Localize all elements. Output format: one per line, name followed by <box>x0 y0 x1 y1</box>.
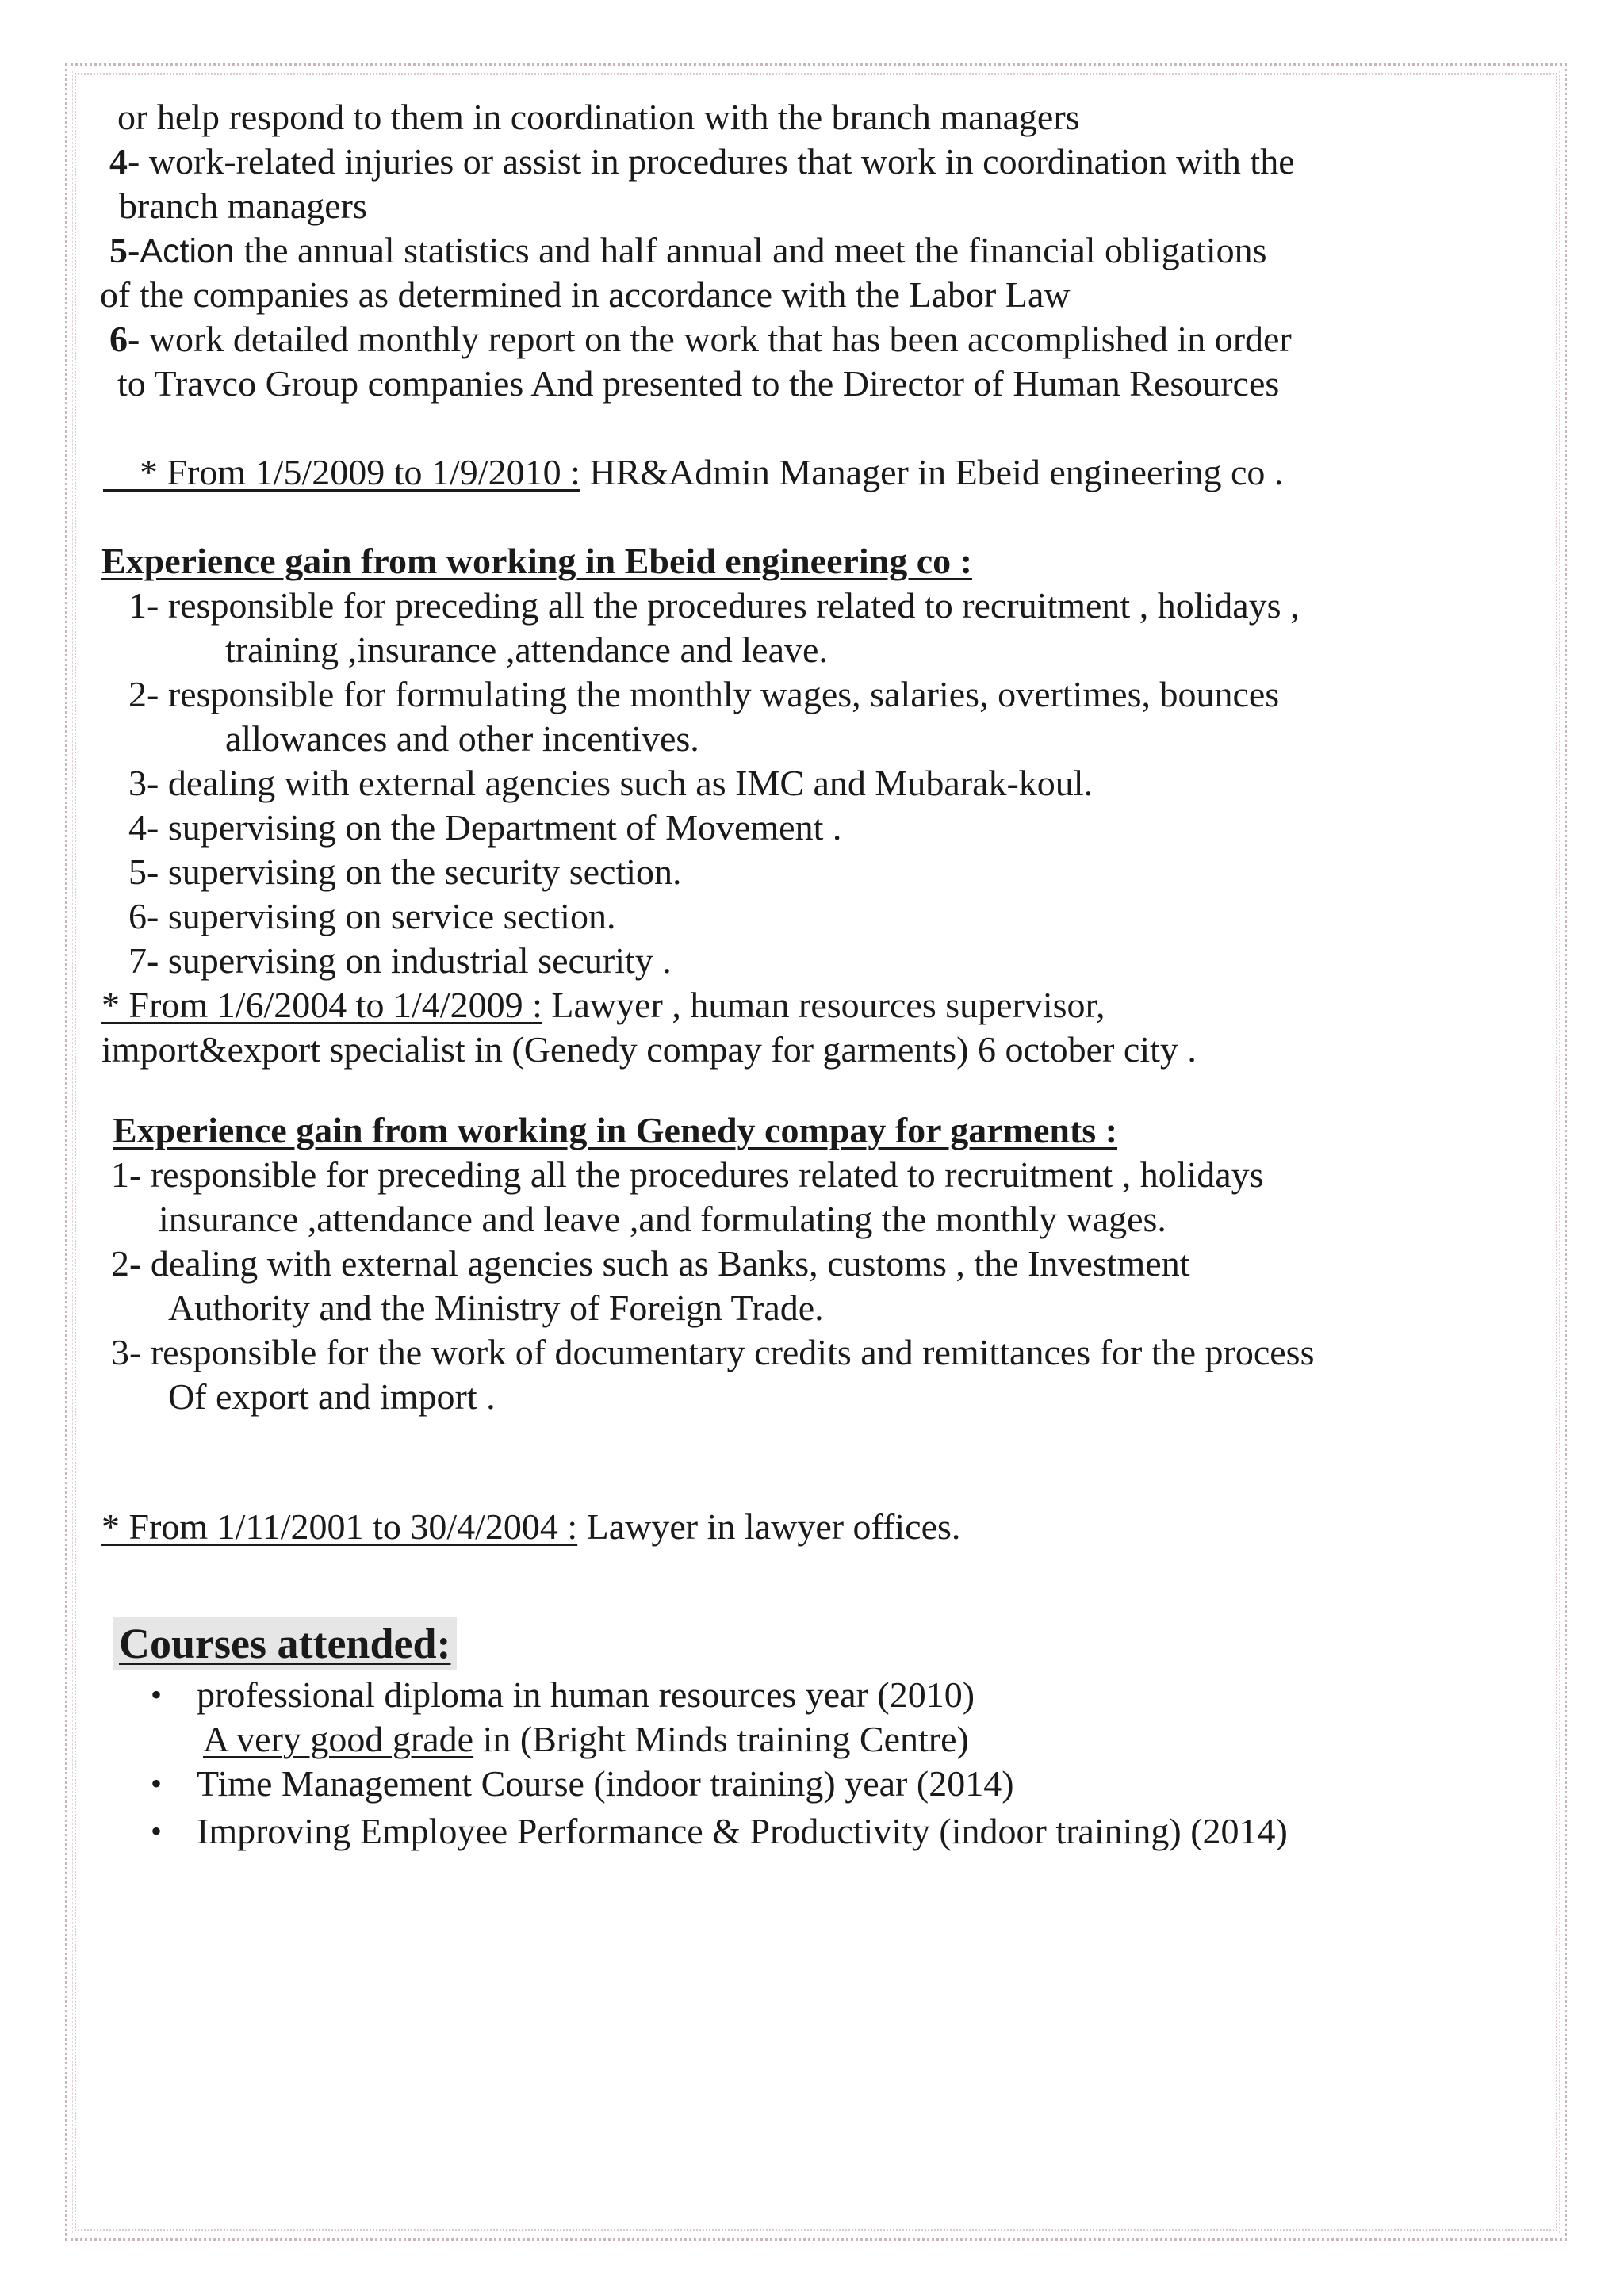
bullet-icon: • <box>151 1766 163 1801</box>
text-line: to Travco Group companies And presented to the Director of Human Resources <box>117 363 1280 404</box>
text-line: of the companies as determined in accordance with the Labor Law <box>100 274 1071 315</box>
list-item-continuation: Of export and import . <box>168 1376 496 1417</box>
list-item: 7- supervising on industrial security . <box>128 940 672 981</box>
job-period: * From 1/6/2004 to 1/4/2009 : <box>102 985 542 1025</box>
list-item: 4- supervising on the Department of Movement . <box>128 807 842 848</box>
list-item: 1- responsible for preceding all the procedures related to recruitment , holidays , <box>128 585 1300 626</box>
job-role: Lawyer , human resources supervisor, <box>542 985 1105 1025</box>
list-item-continuation: training ,insurance ,attendance and leave. <box>225 629 828 670</box>
job-role: HR&Admin Manager in Ebeid engineering co . <box>580 452 1284 492</box>
item-text: work detailed monthly report on the work that has been accomplished in order <box>140 319 1292 359</box>
section-heading-genedy: Experience gain from working in Genedy compay for garments : <box>113 1110 1118 1150</box>
job-entry-genedy <box>102 983 1105 1027</box>
course-item: professional diploma in human resources year (2010) <box>197 1674 975 1715</box>
job-entry-ebeid <box>103 450 1283 495</box>
section-heading-ebeid: Experience gain from working in Ebeid engineering co : <box>102 541 973 581</box>
job-entry-lawyer <box>102 1505 960 1549</box>
list-item: 5- supervising on the security section. <box>128 851 682 892</box>
courses-heading: Courses attended: <box>113 1617 457 1670</box>
course-institution: in (Bright Minds training Centre) <box>473 1719 969 1759</box>
job-period: * From 1/11/2001 to 30/4/2004 : <box>102 1506 578 1547</box>
item-number: 4- <box>109 141 140 182</box>
item-number: 5- <box>109 230 140 270</box>
text-line: or help respond to them in coordination with the branch managers <box>117 97 1080 137</box>
text-line: import&export specialist in (Genedy compay for garments) 6 october city . <box>102 1029 1197 1070</box>
text-line <box>109 317 1292 362</box>
text-line <box>109 140 1295 184</box>
list-item: 6- supervising on service section. <box>128 896 616 936</box>
course-grade: A very good grade <box>203 1719 474 1759</box>
course-item-detail <box>203 1717 969 1762</box>
job-period: * From 1/5/2009 to 1/9/2010 : <box>103 452 580 492</box>
list-item: 2- responsible for formulating the monthly wages, salaries, overtimes, bounces <box>128 674 1280 714</box>
list-item-continuation: insurance ,attendance and leave ,and formulating the monthly wages. <box>159 1199 1166 1239</box>
bullet-icon: • <box>151 1813 163 1849</box>
bullet-icon: • <box>151 1677 163 1712</box>
list-item: 3- dealing with external agencies such as IMC and Mubarak-koul. <box>128 763 1094 803</box>
course-item: Improving Employee Performance & Productivity (indoor training) (2014) <box>197 1811 1288 1851</box>
list-item: 2- dealing with external agencies such as Banks, customs , the Investment <box>111 1243 1190 1284</box>
item-text: the annual statistics and half annual and meet the financial obligations <box>234 230 1267 270</box>
job-role: Lawyer in lawyer offices. <box>577 1506 961 1547</box>
text-line: branch managers <box>119 186 367 226</box>
text-line <box>109 228 1267 274</box>
list-item: 1- responsible for preceding all the procedures related to recruitment , holidays <box>111 1154 1264 1195</box>
list-item: 3- responsible for the work of documentary credits and remittances for the process <box>111 1332 1315 1372</box>
item-number: 6- <box>109 319 140 359</box>
item-action-word: Action <box>140 232 235 270</box>
item-text: work-related injuries or assist in procedures that work in coordination with the <box>140 141 1295 182</box>
course-item: Time Management Course (indoor training) year (2014) <box>197 1763 1014 1804</box>
list-item-continuation: Authority and the Ministry of Foreign Trade. <box>168 1288 824 1328</box>
list-item-continuation: allowances and other incentives. <box>225 718 699 759</box>
